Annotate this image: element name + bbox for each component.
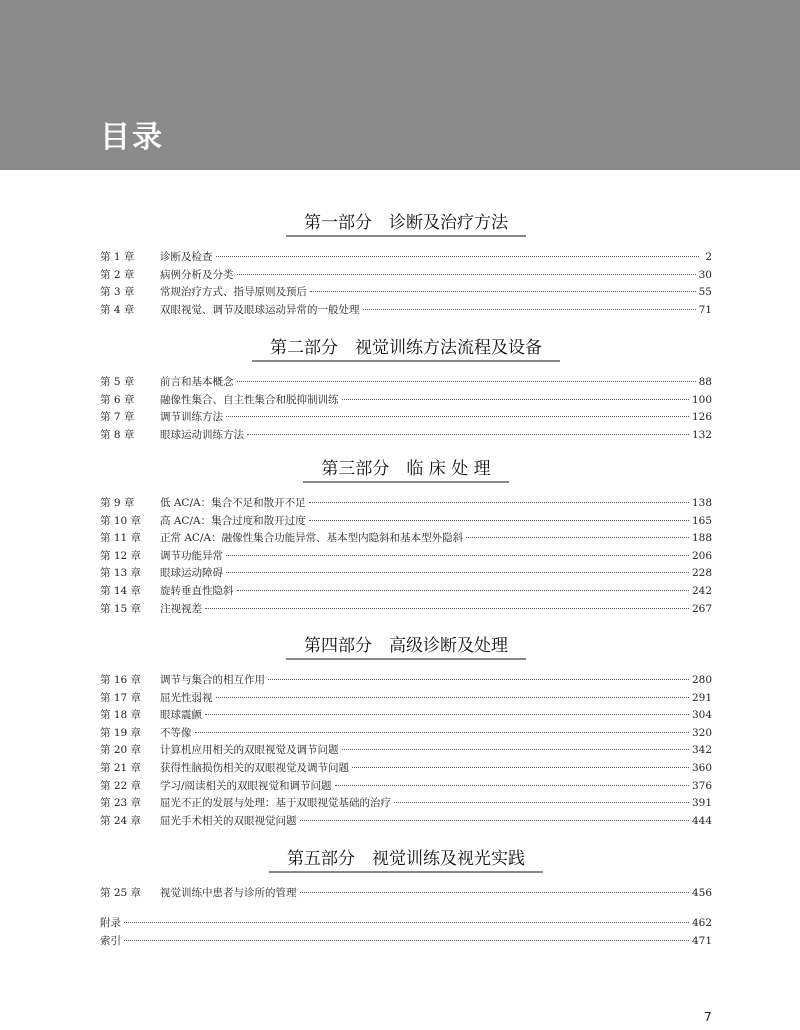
chapter-title: 调节训练方法 (160, 411, 223, 424)
chapter-number: 第 2 章 (100, 268, 135, 281)
dot-leader (237, 274, 696, 275)
page-ref: 88 (698, 376, 712, 388)
toc-entry[interactable] (100, 565, 712, 583)
chapter-number: 第 11 章 (100, 532, 142, 545)
back-matter (100, 915, 712, 950)
page-number: 7 (704, 1010, 712, 1024)
chapter-number: 第 23 章 (100, 797, 142, 810)
page-ref: 376 (691, 779, 712, 792)
chapter-number: 第 9 章 (100, 497, 135, 509)
toc-entry[interactable] (100, 583, 712, 601)
chapter-title: 调节功能异常 (160, 549, 223, 562)
dot-leader (124, 922, 689, 923)
toc-part (100, 333, 712, 444)
chapter-number: 第 21 章 (100, 761, 142, 774)
dot-leader (226, 572, 689, 573)
page-ref: 132 (691, 428, 712, 441)
chapter-title: 注视视差 (160, 602, 202, 615)
chapter-title: 常规治疗方式、指导原则及预后 (160, 286, 307, 299)
page-title: 目录 (100, 120, 164, 155)
toc-entry[interactable] (100, 513, 712, 531)
chapter-title: 附录 (100, 917, 121, 929)
toc-entry[interactable] (100, 690, 712, 708)
page-ref: 188 (691, 532, 712, 545)
page-ref: 242 (691, 584, 712, 597)
page-ref: 71 (698, 303, 712, 316)
chapter-title: 高 AC/A：集合过度和散开过度 (160, 514, 306, 527)
page-ref: 462 (691, 917, 712, 929)
part-heading: 第四部分 高级诊断及处理 (286, 631, 526, 660)
dot-leader (363, 309, 696, 310)
chapter-title: 屈光手术相关的双眼视觉问题 (160, 814, 297, 827)
dot-leader (300, 892, 689, 893)
chapter-title: 眼球运动训练方法 (160, 428, 244, 441)
toc-entry[interactable] (100, 778, 712, 796)
chapter-number: 第 4 章 (100, 303, 135, 316)
toc-entry[interactable] (100, 392, 712, 410)
dot-leader (466, 537, 689, 538)
dot-leader (205, 714, 689, 715)
chapter-number: 第 8 章 (100, 428, 135, 441)
toc-entry[interactable] (100, 742, 712, 760)
toc-entry[interactable] (100, 530, 712, 548)
toc-part (100, 631, 712, 830)
dot-leader (226, 416, 689, 417)
page-ref: 126 (691, 411, 712, 424)
chapter-number: 第 16 章 (100, 674, 142, 686)
dot-leader (300, 820, 689, 821)
dot-leader (309, 502, 689, 503)
page-ref: 342 (691, 744, 712, 757)
part-heading: 第三部分 临 床 处 理 (303, 454, 508, 483)
chapter-title: 屈光不正的发展与处理：基于双眼视觉基础的治疗 (160, 797, 391, 810)
chapter-title: 学习/阅读相关的双眼视觉和调节问题 (160, 779, 332, 792)
chapter-number: 第 1 章 (100, 251, 135, 263)
chapter-title: 融像性集合、自主性集合和脱抑制训练 (160, 393, 339, 406)
chapter-title: 低 AC/A：集合不足和散开不足 (160, 497, 306, 509)
toc-entry[interactable] (100, 409, 712, 427)
chapter-title: 正常 AC/A：融像性集合功能异常、基本型内隐斜和基本型外隐斜 (160, 532, 464, 545)
part-heading: 第一部分 诊断及治疗方法 (286, 208, 526, 237)
page-ref: 228 (691, 567, 712, 580)
toc-entry[interactable] (100, 885, 712, 903)
chapter-title: 获得性脑损伤相关的双眼视觉及调节问题 (160, 761, 349, 774)
toc-part (100, 844, 712, 903)
toc-entry[interactable] (100, 760, 712, 778)
chapter-title: 诊断及检查 (160, 251, 213, 263)
toc-part (100, 454, 712, 618)
chapter-number: 第 15 章 (100, 602, 142, 615)
page-ref: 391 (691, 797, 712, 810)
page-ref: 280 (691, 674, 712, 686)
toc-entry[interactable] (100, 302, 712, 320)
chapter-title: 前言和基本概念 (160, 376, 234, 388)
page-ref: 30 (698, 268, 712, 281)
toc-entry[interactable] (100, 548, 712, 566)
chapter-title: 眼球运动障碍 (160, 567, 223, 580)
part-heading: 第二部分 视觉训练方法流程及设备 (252, 333, 560, 362)
dot-leader (195, 732, 689, 733)
page-ref: 138 (691, 497, 712, 509)
chapter-title: 双眼视觉、调节及眼球运动异常的一般处理 (160, 303, 360, 316)
chapter-title: 视觉训练中患者与诊所的管理 (160, 887, 297, 899)
chapter-number: 第 14 章 (100, 584, 142, 597)
dot-leader (352, 767, 689, 768)
dot-leader (335, 785, 689, 786)
toc-entry[interactable] (100, 495, 712, 513)
dot-leader (310, 291, 696, 292)
part-heading: 第五部分 视觉训练及视光实践 (269, 844, 543, 873)
page-ref: 304 (691, 709, 712, 722)
page-ref: 100 (691, 393, 712, 406)
page-ref: 267 (691, 602, 712, 615)
page-ref: 360 (691, 761, 712, 774)
dot-leader (394, 802, 689, 803)
dot-leader (226, 555, 689, 556)
toc-part (100, 208, 712, 319)
dot-leader (205, 608, 689, 609)
page-ref: 320 (691, 726, 712, 739)
chapter-title: 病例分析及分类 (160, 268, 234, 281)
dot-leader (309, 520, 689, 521)
page-ref: 456 (691, 887, 712, 899)
chapter-number: 第 5 章 (100, 376, 135, 388)
toc-entry[interactable] (100, 707, 712, 725)
chapter-number: 第 3 章 (100, 286, 135, 299)
toc-entry[interactable] (100, 267, 712, 285)
chapter-title: 不等像 (160, 726, 192, 739)
dot-leader (247, 434, 689, 435)
dot-leader (124, 940, 689, 941)
dot-leader (216, 256, 700, 257)
toc-entry[interactable] (100, 915, 712, 933)
page-ref: 2 (705, 251, 712, 263)
toc-entry[interactable] (100, 725, 712, 743)
toc-entry[interactable] (100, 672, 712, 690)
toc-entry[interactable] (100, 427, 712, 445)
chapter-number: 第 17 章 (100, 691, 142, 704)
page-ref: 206 (691, 549, 712, 562)
chapter-number: 第 25 章 (100, 887, 142, 899)
page-ref: 291 (691, 691, 712, 704)
page-ref: 55 (698, 286, 712, 299)
dot-leader (216, 697, 689, 698)
chapter-title: 调节与集合的相互作用 (160, 674, 265, 686)
chapter-number: 第 18 章 (100, 709, 142, 722)
toc-entry[interactable] (100, 933, 712, 951)
page-ref: 471 (691, 934, 712, 947)
dot-leader (237, 381, 696, 382)
toc-entry[interactable] (100, 249, 712, 267)
chapter-title: 眼球震颤 (160, 709, 202, 722)
chapter-title: 计算机应用相关的双眼视觉及调节问题 (160, 744, 339, 757)
chapter-number: 第 24 章 (100, 814, 142, 827)
toc-entry[interactable] (100, 813, 712, 831)
chapter-number: 第 20 章 (100, 744, 142, 757)
chapter-number: 第 22 章 (100, 779, 142, 792)
page-ref: 165 (691, 514, 712, 527)
chapter-number: 第 13 章 (100, 567, 142, 580)
chapter-number: 第 10 章 (100, 514, 142, 527)
dot-leader (268, 679, 689, 680)
dot-leader (342, 749, 689, 750)
chapter-number: 第 6 章 (100, 393, 135, 406)
toc-entry[interactable] (100, 795, 712, 813)
toc-entry[interactable] (100, 374, 712, 392)
chapter-title: 索引 (100, 934, 121, 947)
chapter-title: 旋转垂直性隐斜 (160, 584, 234, 597)
toc-entry[interactable] (100, 601, 712, 619)
chapter-title: 屈光性弱视 (160, 691, 213, 704)
toc-entry[interactable] (100, 284, 712, 302)
page-ref: 444 (691, 814, 712, 827)
dot-leader (342, 399, 689, 400)
chapter-number: 第 7 章 (100, 411, 135, 424)
dot-leader (237, 590, 689, 591)
chapter-number: 第 12 章 (100, 549, 142, 562)
chapter-number: 第 19 章 (100, 726, 142, 739)
